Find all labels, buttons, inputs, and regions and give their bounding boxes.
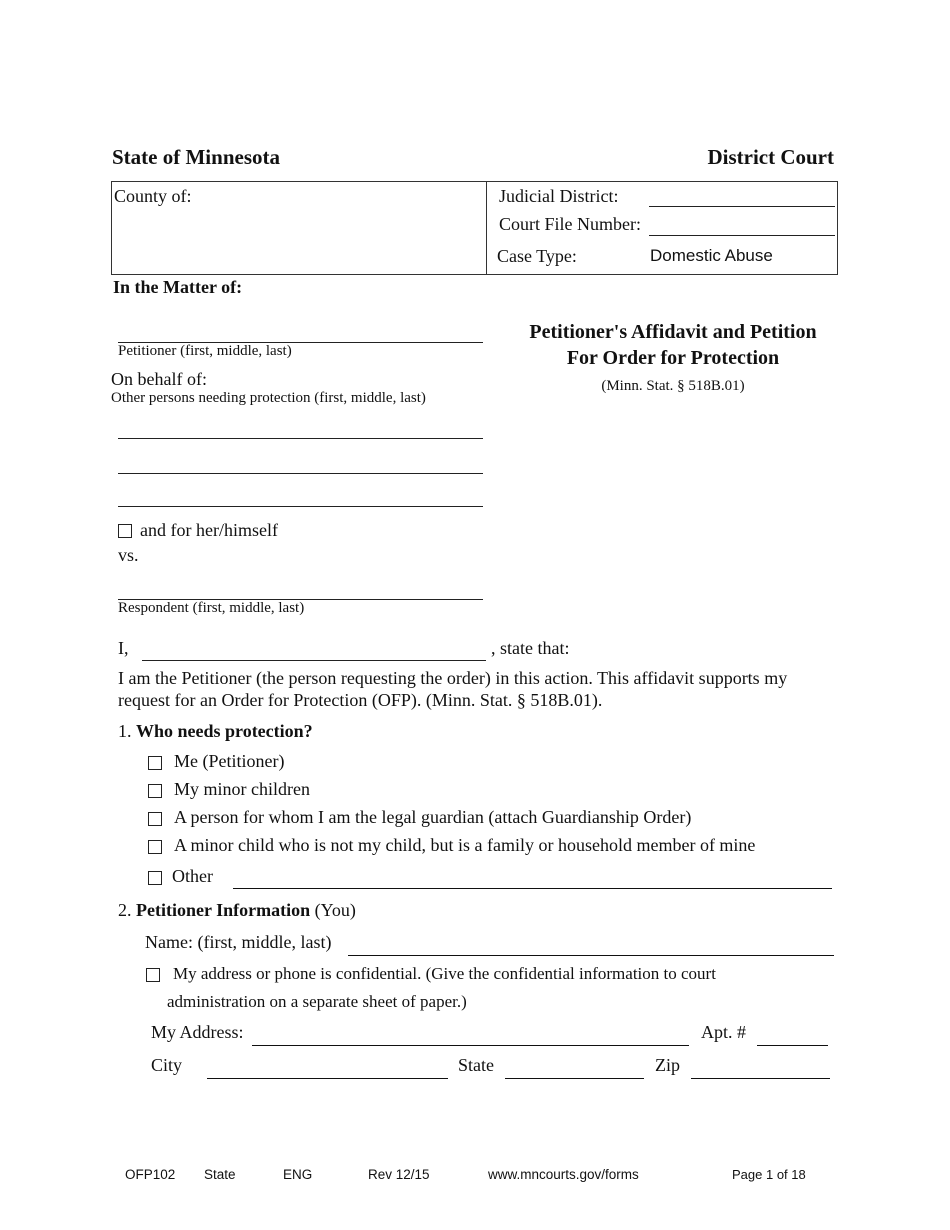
city-label: City bbox=[151, 1055, 183, 1075]
footer-page: Page 1 of 18 bbox=[732, 1167, 806, 1182]
option-children-label: My minor children bbox=[174, 779, 310, 799]
option-guardian-label: A person for whom I am the legal guardian (attach Guardianship Order) bbox=[174, 807, 692, 827]
statement-line-2: request for an Order for Protection (OFP). (Minn. Stat. § 518B.01). bbox=[118, 690, 603, 710]
self-label: and for her/himself bbox=[140, 520, 278, 540]
petitioner-caption: Petitioner (first, middle, last) bbox=[118, 343, 292, 359]
state-field[interactable] bbox=[505, 1078, 644, 1079]
option-other-checkbox[interactable] bbox=[148, 871, 162, 885]
option-other-label: Other bbox=[172, 866, 213, 886]
court-file-field[interactable] bbox=[649, 235, 835, 236]
doc-statute: (Minn. Stat. § 518B.01) bbox=[601, 378, 745, 394]
i-label: I, bbox=[118, 638, 129, 658]
city-field[interactable] bbox=[207, 1078, 448, 1079]
section2-title: Petitioner Information bbox=[136, 900, 311, 920]
other-person-field-3[interactable] bbox=[118, 506, 483, 507]
case-type-label: Case Type: bbox=[497, 246, 577, 266]
confidential-line-1: My address or phone is confidential. (Give the confidential information to court bbox=[173, 964, 716, 983]
case-info-box bbox=[486, 181, 838, 275]
apt-label: Apt. # bbox=[701, 1022, 746, 1042]
section2-number: 2. bbox=[118, 900, 132, 920]
footer-language: ENG bbox=[283, 1167, 313, 1182]
option-household-label: A minor child who is not my child, but is a family or household member of mine bbox=[174, 835, 756, 855]
zip-field[interactable] bbox=[691, 1078, 830, 1079]
court-heading: District Court bbox=[707, 145, 834, 169]
case-type-value: Domestic Abuse bbox=[650, 246, 773, 265]
doc-title-line1: Petitioner's Affidavit and Petition bbox=[529, 321, 817, 343]
address-field[interactable] bbox=[252, 1045, 689, 1046]
section2-heading bbox=[118, 900, 356, 921]
apt-field[interactable] bbox=[757, 1045, 828, 1046]
respondent-caption: Respondent (first, middle, last) bbox=[118, 600, 305, 616]
matter-heading: In the Matter of: bbox=[113, 277, 243, 297]
confidential-line-2: administration on a separate sheet of paper.) bbox=[167, 992, 467, 1011]
name-field[interactable] bbox=[348, 955, 834, 956]
state-heading: State of Minnesota bbox=[112, 145, 280, 169]
county-label: County of: bbox=[114, 186, 192, 206]
declarant-name-field[interactable] bbox=[142, 660, 486, 661]
on-behalf-label: On behalf of: bbox=[111, 369, 207, 389]
footer-jurisdiction: State bbox=[204, 1167, 236, 1182]
option-other-field[interactable] bbox=[233, 888, 832, 889]
address-label: My Address: bbox=[151, 1022, 244, 1042]
other-person-field-2[interactable] bbox=[118, 473, 483, 474]
option-me-checkbox[interactable] bbox=[148, 756, 162, 770]
court-file-label: Court File Number: bbox=[499, 214, 641, 234]
judicial-district-label: Judicial District: bbox=[499, 186, 619, 206]
statement-line-1: I am the Petitioner (the person requesting the order) in this action. This affidavit supports my bbox=[118, 668, 788, 688]
section1-number: 1. bbox=[118, 721, 132, 741]
vs-label: vs. bbox=[118, 545, 139, 565]
state-label: State bbox=[458, 1055, 494, 1075]
zip-label: Zip bbox=[655, 1055, 680, 1075]
footer-form-id: OFP102 bbox=[125, 1167, 176, 1182]
footer-url: www.mncourts.gov/forms bbox=[488, 1167, 639, 1182]
option-guardian-checkbox[interactable] bbox=[148, 812, 162, 826]
section1-title: Who needs protection? bbox=[136, 721, 313, 741]
confidential-checkbox[interactable] bbox=[146, 968, 160, 982]
judicial-district-field[interactable] bbox=[649, 206, 835, 207]
other-person-field-1[interactable] bbox=[118, 438, 483, 439]
footer-revision: Rev 12/15 bbox=[368, 1167, 430, 1182]
option-children-checkbox[interactable] bbox=[148, 784, 162, 798]
others-caption: Other persons needing protection (first, middle, last) bbox=[111, 390, 426, 406]
state-that-label: , state that: bbox=[491, 638, 570, 658]
option-household-checkbox[interactable] bbox=[148, 840, 162, 854]
doc-title-line2: For Order for Protection bbox=[566, 347, 780, 369]
county-box bbox=[111, 181, 487, 275]
option-me-label: Me (Petitioner) bbox=[174, 751, 285, 771]
section2-title-suffix: (You) bbox=[314, 900, 356, 920]
section1-heading bbox=[118, 721, 313, 742]
self-checkbox[interactable] bbox=[118, 524, 132, 538]
name-label: Name: (first, middle, last) bbox=[145, 932, 332, 952]
